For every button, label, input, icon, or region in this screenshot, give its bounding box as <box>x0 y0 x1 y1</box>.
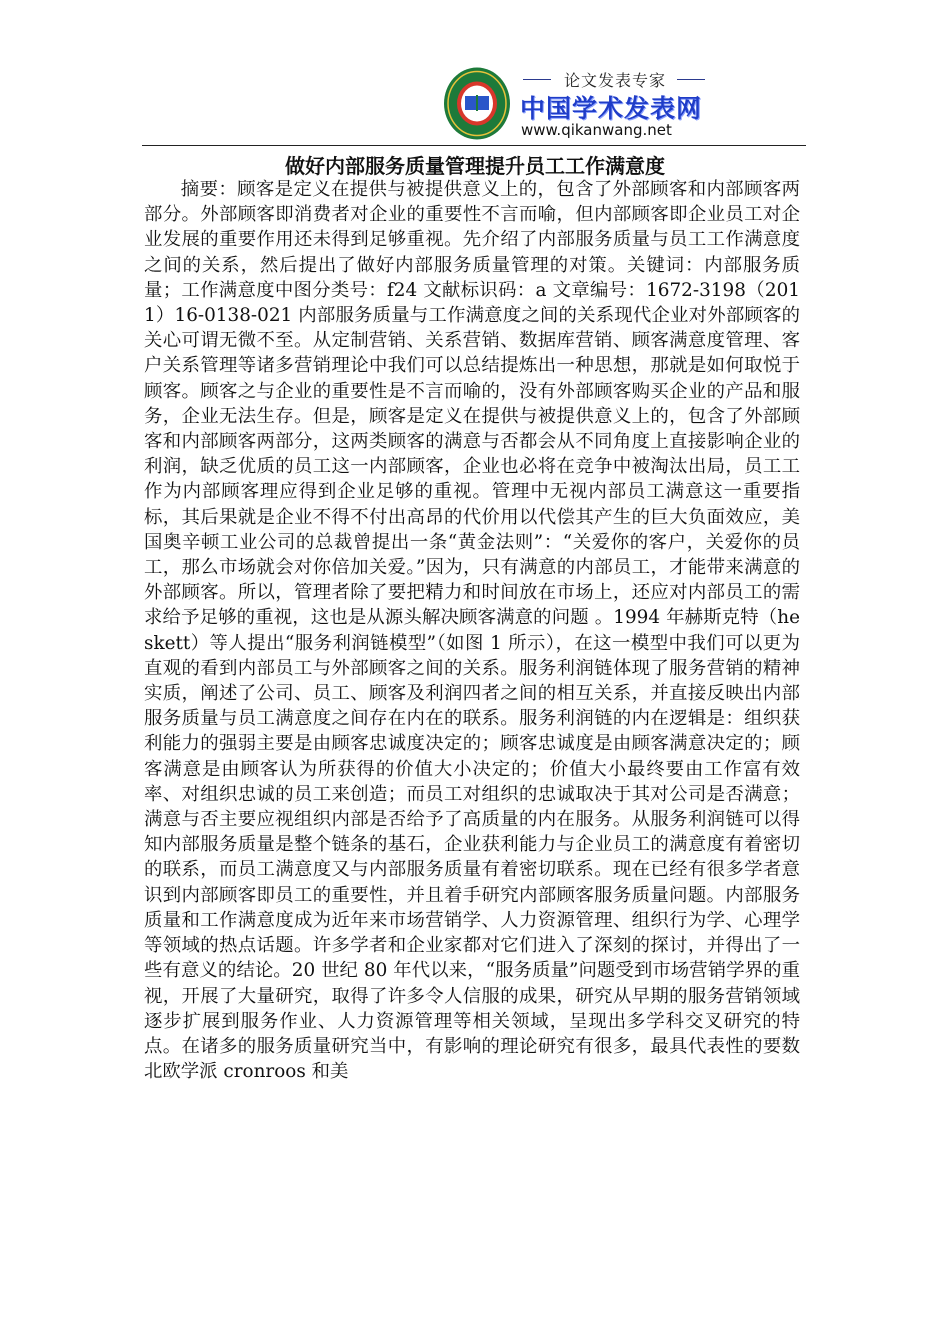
seal-emblem-icon <box>443 66 511 141</box>
logo-tagline <box>523 68 705 90</box>
header-divider <box>142 145 806 146</box>
site-logo[interactable] <box>443 66 705 141</box>
article-body: 摘要：顾客是定义在提供与被提供意义上的，包含了外部顾客和内部顾客两部分。外部顾客即消费者对企业的重要性不言而喻，但内部顾客即企业员工对企业发展的重要作用还未得到足够重视。先介绍了内部服务质量与员工工作满意度之间的关系，然后提出了做好内部服务质量管理的对策。关键词：内部服务质量；工作满意度中图分类号：f24 文献标识码：a 文章编号：1672-3198（2011）16-0138-021 内部服务质量与工作满意度之间的关系现代企业对外部顾客的关心可谓无微不至。从定制营销、关系营销、数据库营销、顾客满意度管理、客户关系管理等诸多营销理论中我们可以总结提炼出一种思想，那就是如何取悦于顾客。顾客之与企业的重要性是不言而喻的，没有外部顾客购买企业的产品和服务，企业无法生存。但是，顾客是定义在提供与被提供意义上的，包含了外部顾客和内部顾客两部分，这两类顾客的满意与否都会从不同角度上直接影响企业的利润，缺乏优质的员工这一内部顾客，企业也必将在竞争中被淘汰出局，员工工作为内部顾客理应得到企业足够的重视。管理中无视内部员工满意这一重要指标，其后果就是企业不得不付出高昂的代价用以代偿其产生的巨大负面效应，美国奥辛顿工业公司的总裁曾提出一条“黄金法则”：“关爱你的客户，关爱你的员工，那么市场就会对你倍加关爱。”因为，只有满意的内部员工，才能带来满意的外部顾客。所以，管理者除了要把精力和时间放在市场上，还应对内部员工的需求给予足够的重视，这也是从源头解决顾客满意的问题 。1994 年赫斯克特（heskett）等人提出“服务利润链模型”（如图 1 所示），在这一模型中我们可以更为直观的看到内部员工与外部顾客之间的关系。服务利润链体现了服务营销的精神实质，阐述了公司、员工、顾客及利润四者之间的相互关系，并直接反映出内部服务质量与员工满意度之间存在内在的联系。服务利润链的内在逻辑是：组织获利能力的强弱主要是由顾客忠诚度决定的；顾客忠诚度是由顾客满意决定的；顾客满意是由顾客认为所获得的价值大小决定的；价值大小最终要由工作富有效率、对组织忠诚的员工来创造；而员工对组织的忠诚取决于其对公司是否满意；满意与否主要应视组织内部是否给予了高质量的内在服务。从服务利润链可以得知内部服务质量是整个链条的基石，企业获利能力与企业员工的满意度有着密切的联系，而员工满意度又与内部服务质量有着密切联系。现在已经有很多学者意识到内部顾客即员工的重要性，并且着手研究内部顾客服务质量问题。内部服务质量和工作满意度成为近年来市场营销学、人力资源管理、组织行为学、心理学等领域的热点话题。许多学者和企业家都对它们进入了深刻的探讨，并得出了一些有意义的结论。20 世纪 80 年代以来，“服务质量”问题受到市场营销学界的重视，开展了大量研究，取得了许多令人信服的成果，研究从早期的服务营销领域逐步扩展到服务作业、人力资源管理等相关领域，呈现出多学科交叉研究的特点。在诸多的服务质量研究当中，有影响的理论研究有很多，最具代表性的要数北欧学派 cronroos 和美 <box>144 179 800 1083</box>
article-title: 做好内部服务质量管理提升员工工作满意度 <box>285 154 665 178</box>
site-url[interactable]: www.qikanwang.net <box>521 121 672 139</box>
tagline-text: 论文发表专家 <box>563 71 666 90</box>
site-name: 中国学术发表网 <box>520 94 703 123</box>
